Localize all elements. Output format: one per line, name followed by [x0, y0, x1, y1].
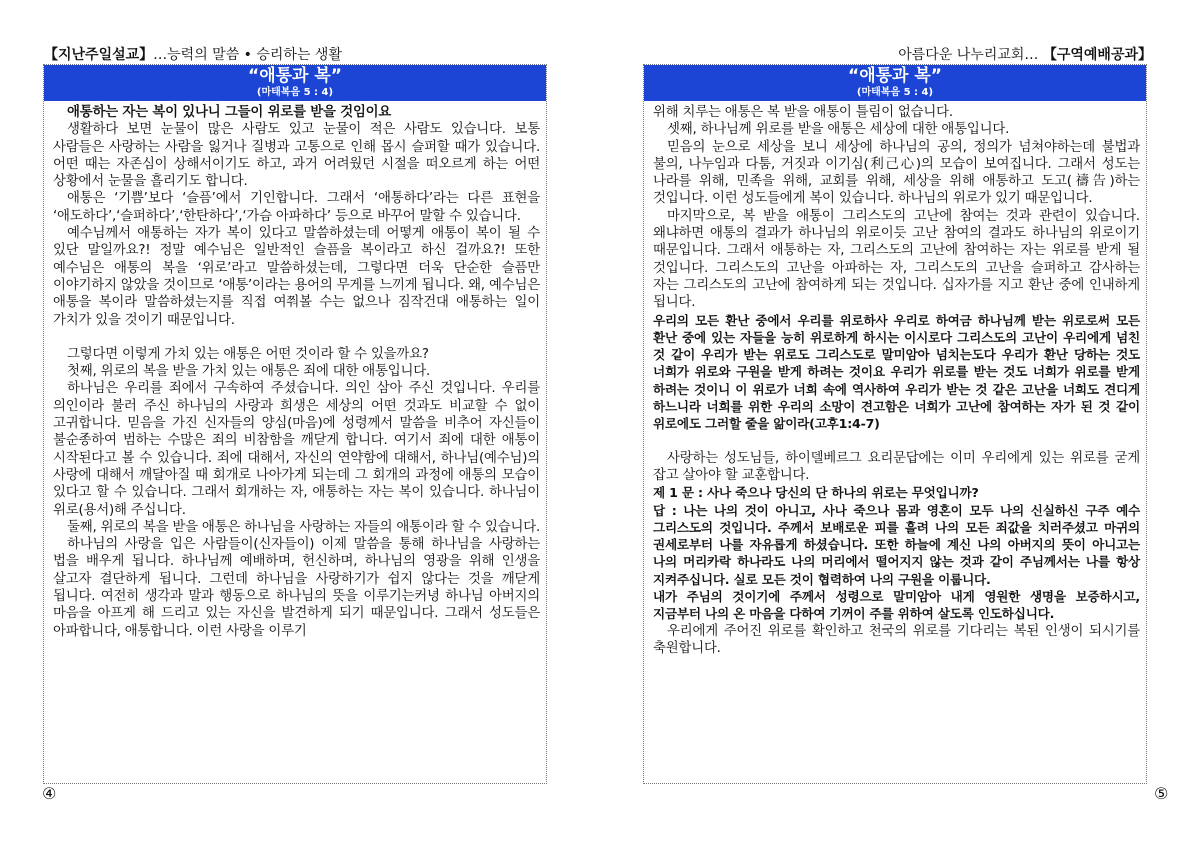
header-left-bracket: 【지난주일설교】	[44, 47, 154, 63]
paragraph: 믿음의 눈으로 세상을 보니 세상에 하나님의 공의, 정의가 넘쳐야하는데 불법과 불의, 나누임과 다툼, 거짓과 이기심(利己心)의 모습이 보여집니다. 그래서 성도는 나라를 위해, 민족을 위해, 교회를 위해, 세상을 위해 애통하고 도고(禱告)하는 것입니다. 이런 성도들에게 복이 있습니다. 하나님의 위로가 있기 때문입니다.	[653, 139, 1140, 207]
header-left-text: …능력의 말씀 • 승리하는 생활	[153, 47, 342, 63]
right-page-subtitle: (마태복음 5 : 4)	[856, 87, 934, 98]
paragraph: 생활하다 보면 눈물이 많은 사람도 있고 눈물이 적은 사람도 있습니다. 보통 사람들은 사랑하는 사람을 잃거나 질병과 고통으로 인해 몹시 슬퍼할 때가 있습니다. 어떤 때는 자존심이 상해서이기도 하고, 과거 어려웠던 시절을 떠오르게 하는 어떤 상황에서 눈물을 흘리기도 합니다.	[53, 122, 540, 190]
left-page-title: “애통과 복”	[248, 66, 342, 86]
header-right	[898, 44, 1152, 64]
header-left	[44, 44, 342, 64]
paragraph: 첫째, 위로의 복을 받을 가치 있는 애통은 죄에 대한 애통입니다.	[67, 364, 431, 380]
paragraph: 애통은 ‘기쁨’보다 ‘슬픔’에서 기인합니다. 그래서 ‘애통하다’라는 다른 표현을 ‘애도하다’,‘슬퍼하다’,‘한탄하다’,‘가슴 아파하다’ 등으로 바꾸어 말할 수 있습니다.	[53, 191, 540, 224]
paragraph: 사랑하는 성도님들, 하이델베르그 요리문답에는 이미 우리에게 있는 위로를 굳게 잡고 살아야 할 교훈합니다.	[653, 450, 1140, 483]
spacer	[53, 329, 540, 346]
paragraph: 우리에게 주어진 위로를 확인하고 천국의 위로를 기다리는 복된 인생이 되시기를 축원합니다.	[653, 623, 1140, 656]
header-right-text: 아름다운 나누리교회…	[898, 47, 1043, 63]
paragraph: 셋째, 하나님께 위로를 받을 애통은 세상에 대한 애통입니다.	[667, 122, 1010, 138]
paragraph: 그렇다면 이렇게 가치 있는 애통은 어떤 것이라 할 수 있을까요?	[67, 346, 429, 362]
right-page	[643, 64, 1147, 784]
paragraph: 하나님의 사랑을 입은 사람들이(신자들이) 이제 말씀을 통해 하나님을 사랑하는 법을 배우게 됩니다. 하나님께 예배하며, 헌신하며, 하나님의 영광을 위해 인생을 살고자 결단하게 됩니다. 그런데 하나님을 사랑하기가 쉽지 않다는 것을 깨닫게 됩니다. 여전히 생각과 말과 행동으로 하나님의 뜻을 이루기는커녕 하나님 아버지의 마음을 아프게 해 드리고 있는 자신을 발견하게 되기 때문입니다. 그래서 성도들은 아파합니다, 애통합니다. 이런 사랑을 이루기	[53, 537, 540, 639]
paragraph: 둘째, 위로의 복을 받을 애통은 하나님을 사랑하는 자들의 애통이라 할 수 있습니다.	[67, 519, 540, 535]
scripture-quote: 우리의 모든 환난 중에서 우리를 위로하사 우리로 하여금 하나님께 받는 위로로써 모든 환난 중에 있는 자들을 능히 위로하게 하시는 이시로다 그리스도의 고난이 우리에게 넘친 것 같이 우리가 받는 위로도 그리스도로 말미암아 넘치는도다 우리가 환난 당하는 것도 너희가 위로와 구원을 받게 하려는 것이요 우리가 위로를 받는 것도 너희가 위로를 받게 하려는 것이니 이 위로가 너희 속에 역사하여 우리가 받는 것 같은 고난을 너희도 견디게 하느니라 너희를 위한 우리의 소망이 견고함은 너희가 고난에 참여하는 자가 된 것 같이 위로에도 그러할 줄을 앎이라(고후1:4-7)	[653, 312, 1140, 432]
paragraph: 위해 치루는 애통은 복 받을 애통이 틀림이 없습니다.	[653, 105, 953, 120]
left-page	[43, 64, 547, 784]
page-number-left: ④	[42, 784, 57, 803]
spacer	[653, 433, 1140, 450]
page-number-right: ⑤	[1154, 784, 1169, 803]
left-page-subtitle: (마태복음 5 : 4)	[256, 87, 334, 98]
catechism-question: 제 1 문 : 사나 죽으나 당신의 단 하나의 위로는 무엇입니까?	[653, 485, 979, 501]
right-page-body	[644, 101, 1146, 657]
right-page-title: “애통과 복”	[848, 66, 942, 86]
scripture-lead: 애통하는 자는 복이 있나니 그들이 위로를 받을 것임이요	[67, 105, 392, 120]
right-title-bar	[644, 65, 1146, 101]
paragraph: 예수님께서 애통하는 자가 복이 있다고 말씀하셨는데 어떻게 애통이 복이 될 수 있단 말일까요?! 정말 예수님은 일반적인 슬픔을 복이라고 하신 걸까요?! 또한 예수님은 애통의 복을 ‘위로’라고 말씀하셨는데, 그렇다면 더욱 단순한 슬픔만 이야기하지 않았을 것이므로 ‘애통’이라는 용어의 무게를 느끼게 됩니다. 왜, 예수님은 애통을 복이라 말씀하셨는지를 직접 여쭤볼 수는 없으나 짐작건대 애통하는 일이 가치가 있을 것이기 때문입니다.	[53, 226, 540, 328]
left-page-body	[44, 101, 546, 640]
paragraph: 마지막으로, 복 받을 애통이 그리스도의 고난에 참여는 것과 관련이 있습니다. 왜냐하면 애통의 결과가 하나님의 위로이듯 고난 참여의 결과도 하나님의 위로이기 때문입니다. 그래서 애통하는 자, 그리스도의 고난에 참여하는 자는 위로를 받게 될 것입니다. 그리스도의 고난을 아파하는 자, 그리스도의 고난을 슬퍼하고 감사하는 자는 그리스도의 고난에 참여하게 되는 것입니다. 십자가를 지고 환난 중에 인내하게 됩니다.	[653, 208, 1140, 311]
header-right-bracket: 【구역예배공과】	[1042, 47, 1152, 63]
left-title-bar	[44, 65, 546, 101]
catechism-answer: 내가 주님의 것이기에 주께서 성령으로 말미암아 내게 영원한 생명을 보증하시고, 지금부터 나의 온 마음을 다하여 기꺼이 주를 위하여 살도록 인도하십니다.	[653, 589, 1140, 622]
paragraph: 하나님은 우리를 죄에서 구속하여 주셨습니다. 의인 삼아 주신 것입니다. 우리를 의인이라 불러 주신 하나님의 사랑과 희생은 세상의 어떤 것과도 비교할 수 없이 고귀합니다. 믿음을 가진 신자들의 양심(마음)에 성령께서 말씀을 비추어 자신들이 불순종하여 범하는 수많은 죄의 비참함을 깨닫게 합니다. 여기서 죄에 대한 애통이 시작된다고 볼 수 있습니다. 죄에 대해서, 자신의 연약함에 대해서, 하나님(예수님)의 사랑에 대해서 깨달아질 때 회개로 나아가게 되는데 그 회개의 과정에 애통의 모습이 있다고 할 수 있습니다. 그래서 회개하는 자, 애통하는 자는 복이 있습니다. 하나님이 위로(용서)해 주십니다.	[53, 381, 540, 518]
catechism-answer: 답 : 나는 나의 것이 아니고, 사나 죽으나 몸과 영혼이 모두 나의 신실하신 구주 예수 그리스도의 것입니다. 주께서 보배로운 피를 흘려 나의 모든 죄값을 치러주셨고 마귀의 권세로부터 나를 자유롭게 하셨습니다. 또한 하늘에 계신 나의 아버지의 뜻이 아니고는 나의 머리카락 하나라도 나의 머리에서 떨어지지 않는 것과 같이 주님께서는 나를 항상 지켜주십니다. 실로 모든 것이 협력하여 나의 구원을 이룹니다.	[653, 502, 1140, 587]
